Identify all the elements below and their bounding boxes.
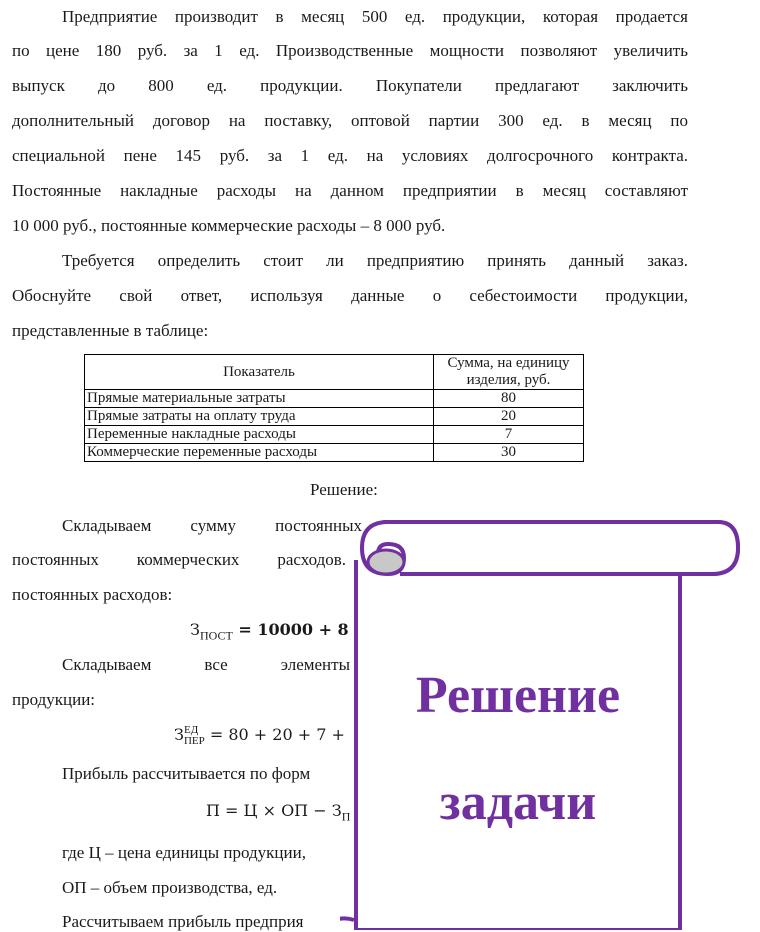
table-header-indicator: Показатель — [85, 355, 434, 390]
cost-table — [84, 354, 584, 462]
formula-superscript: ЕД — [183, 724, 199, 737]
formula-subscript: ПОСТ — [199, 628, 233, 643]
text-line: Обоснуйте свой ответ, используя данные о себестоимости продукции, — [12, 286, 688, 305]
text-line: постоянных коммерческих расходов. — [12, 550, 346, 569]
row-value: 30 — [434, 444, 584, 462]
text-line: Рассчитываем прибыль предприя — [62, 912, 304, 931]
text-line: специальной пене 145 руб. за 1 ед. на условиях долгосрочного контракта. — [12, 146, 688, 165]
row-label: Прямые материальные затраты — [85, 390, 434, 408]
formula-subscript: П — [341, 809, 351, 824]
text-line: где Ц – цена единицы продукции, — [62, 843, 306, 862]
text-line: Предприятие производит в месяц 500 ед. продукции, которая продается — [62, 7, 688, 26]
table-row — [85, 444, 584, 462]
table-row — [85, 408, 584, 426]
formula-symbol: З — [190, 620, 200, 639]
text-line: ОП – объем производства, ед. — [62, 878, 278, 897]
text-line: представленные в таблице: — [12, 321, 209, 340]
formula-expression: = 10000 + 8 — [232, 620, 349, 639]
overlay-title-line1: Решение — [415, 667, 621, 724]
formula-expression: = 80 + 20 + 7 + — [204, 725, 345, 744]
header-line: изделия, руб. — [466, 372, 551, 388]
overlay-title-line2: задачи — [439, 774, 597, 831]
table-row — [85, 426, 584, 444]
row-value: 20 — [434, 408, 584, 426]
formula-symbol: З — [174, 725, 184, 744]
formula-expression: П = Ц × ОП − З — [206, 801, 342, 820]
row-label: Переменные накладные расходы — [85, 426, 434, 444]
text-line: по цене 180 руб. за 1 ед. Производственные мощности позволяют увеличить — [12, 41, 688, 60]
text-line: дополнительный договор на поставку, оптовой партии 300 ед. в месяц по — [12, 111, 688, 130]
formula-indices — [184, 725, 205, 747]
row-value: 7 — [434, 426, 584, 444]
text-line: Требуется определить стоит ли предприятию принять данный заказ. — [62, 251, 688, 270]
row-value: 80 — [434, 390, 584, 408]
text-line: 10 000 руб., постоянные коммерческие расходы – 8 000 руб. — [12, 216, 446, 235]
text-line: постоянных расходов: — [12, 585, 173, 604]
text-line: Складываем все элементы — [62, 655, 350, 674]
text-line: Прибыль рассчитывается по форм — [62, 764, 311, 783]
text-line: выпуск до 800 ед. продукции. Покупатели предлагают заключить — [12, 76, 688, 95]
text-line: Складываем сумму постоянных — [62, 516, 362, 535]
formula-variable-costs — [174, 724, 345, 747]
text-line: Постоянные накладные расходы на данном предприятии в месяц составляют — [12, 181, 688, 200]
row-label: Коммерческие переменные расходы — [85, 444, 434, 462]
header-line: Сумма, на единицу — [447, 355, 570, 371]
formula-profit — [206, 800, 350, 827]
solution-heading: Решение: — [310, 480, 378, 499]
formula-subscript: ПЕР — [183, 735, 205, 748]
text-line: продукции: — [12, 690, 96, 709]
table-row — [85, 390, 584, 408]
table-header-amount — [434, 355, 584, 390]
table-header-row — [85, 355, 584, 390]
row-label: Прямые затраты на оплату труда — [85, 408, 434, 426]
formula-fixed-costs — [190, 619, 349, 646]
